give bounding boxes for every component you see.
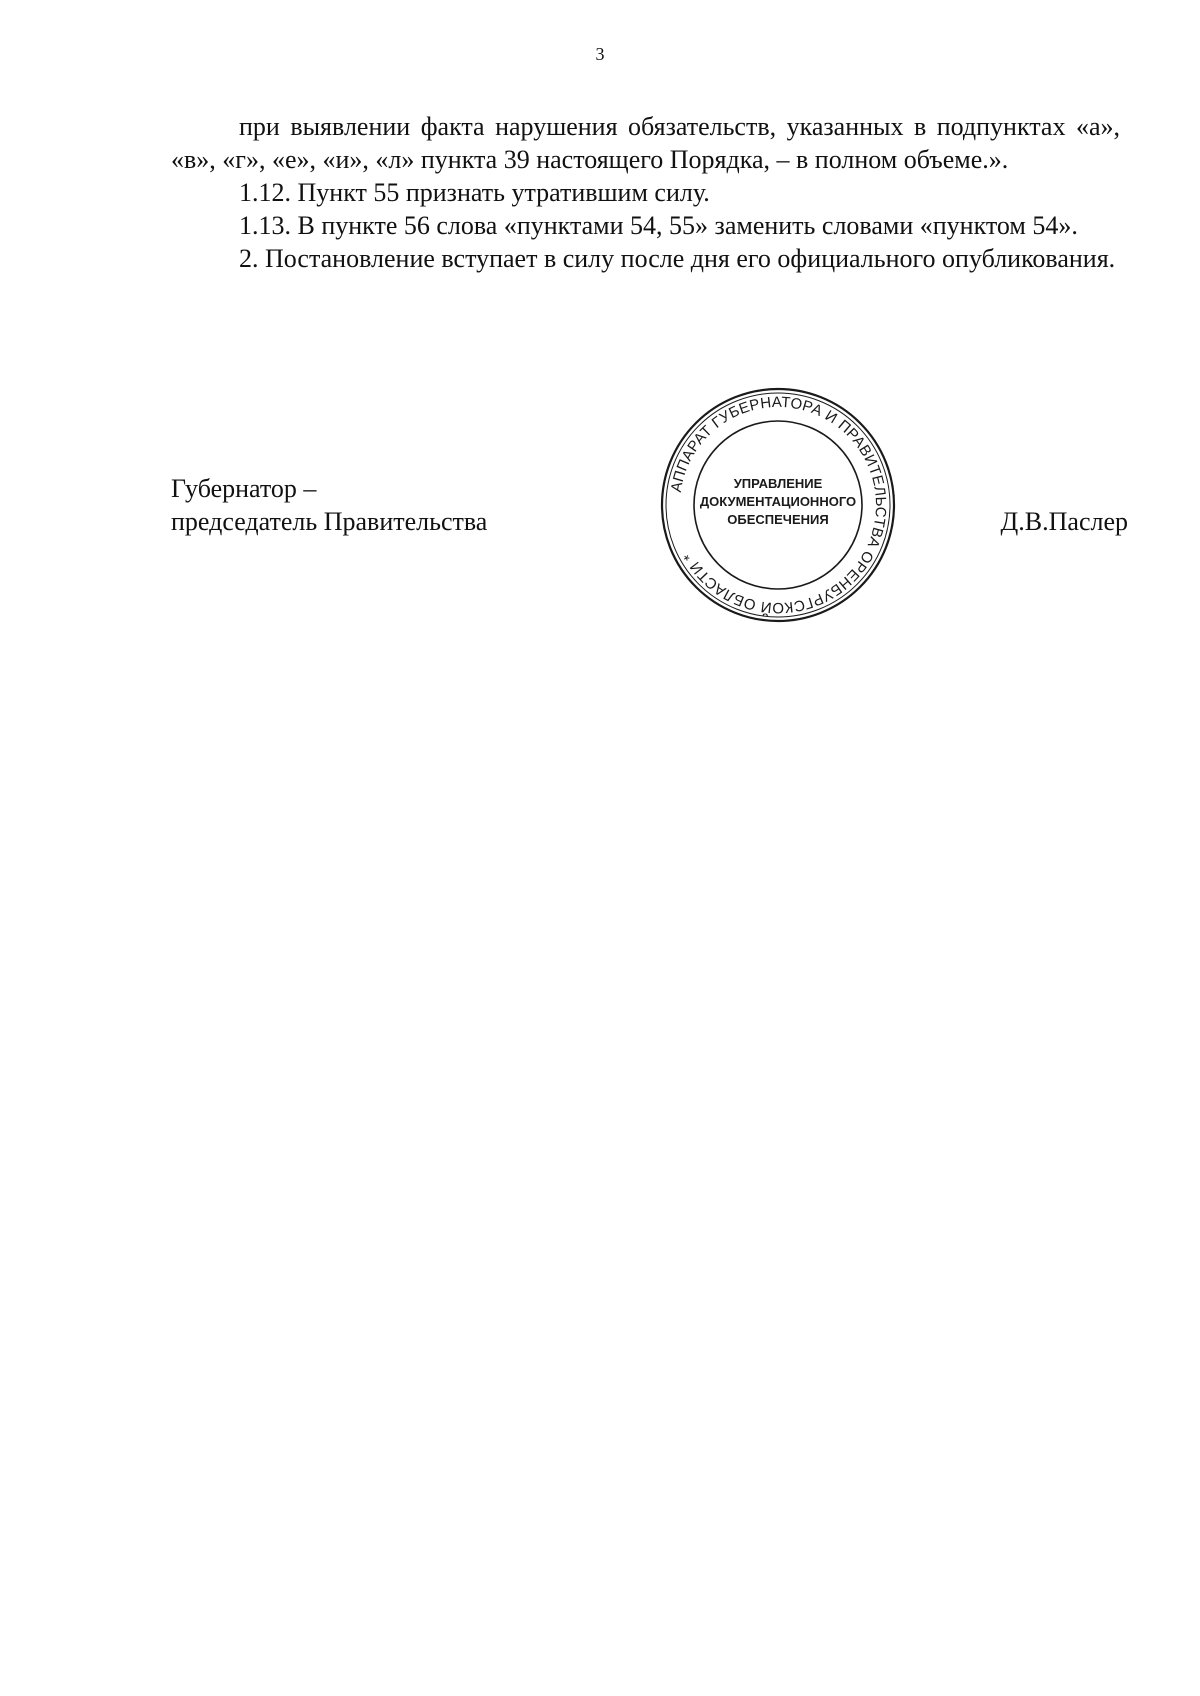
seal-center-line-2: ДОКУМЕНТАЦИОННОГО: [699, 494, 857, 509]
seal-ring-text: АППАРАТ ГУБЕРНАТОРА И ПРАВИТЕЛЬСТВА ОРЕНБУРГСКОЙ ОБЛАСТИ *: [667, 393, 890, 617]
seal-graphic: [658, 385, 898, 625]
paragraph-1-13: 1.13. В пункте 56 слова «пунктами 54, 55» заменить словами «пунктом 54».: [239, 211, 1078, 240]
paragraph-obligations: при выявлении факта нарушения обязательств, указанных в подпунктах «а», «в», «г», «е», «и», «л» пункта 39 настоящего Порядка, – в полном объеме.».: [171, 112, 1120, 174]
seal-center-line-3: ОБЕСПЕЧЕНИЯ: [727, 512, 829, 527]
paragraph-1-12: 1.12. Пункт 55 признать утратившим силу.: [239, 178, 710, 207]
paragraph-2: 2. Постановление вступает в силу после дня его официального опубликования.: [239, 244, 1116, 273]
position-line-2: председатель Правительства: [171, 507, 488, 536]
document-body: [171, 110, 1120, 275]
signatory-name: Д.В.Паслер: [1000, 507, 1128, 536]
seal-center-line-1: УПРАВЛЕНИЕ: [733, 476, 823, 491]
official-seal-stamp: [658, 385, 898, 625]
position-line-1: Губернатор –: [171, 474, 317, 503]
signatory-position: [171, 472, 487, 538]
page-number: 3: [595, 44, 605, 64]
